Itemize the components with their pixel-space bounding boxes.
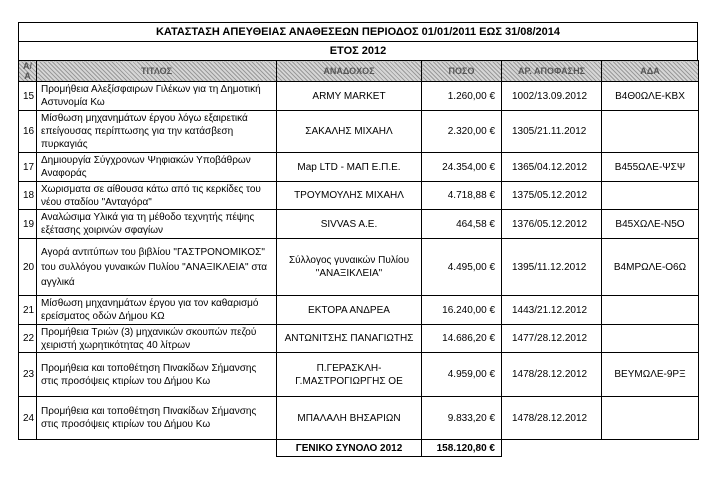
row-number: 23 bbox=[19, 353, 37, 397]
header-amount: ΠΟΣΟ bbox=[422, 61, 502, 82]
row-ada: Β455ΩΛΕ-ΨΣΨ bbox=[602, 153, 699, 182]
row-ada bbox=[602, 296, 699, 325]
row-ada bbox=[602, 325, 699, 353]
year-label: ΕΤΟΣ 2012 bbox=[18, 41, 698, 61]
row-ada bbox=[602, 111, 699, 153]
table-row bbox=[19, 325, 699, 353]
row-decision: 1375/05.12.2012 bbox=[502, 182, 602, 210]
table-row bbox=[19, 239, 699, 296]
report-title: ΚΑΤΑΣΤΑΣΗ ΑΠΕΥΘΕΙΑΣ ΑΝΑΘΕΣΕΩΝ ΠΕΡΙΟΔΟΣ 01/01/2011 ΕΩΣ 31/08/2014 bbox=[18, 22, 698, 42]
row-ada: Β4Θ0ΩΛΕ-ΚΒΧ bbox=[602, 82, 699, 111]
row-title: Δημιουργία Σύγχρονων Ψηφιακών Υποβάθρων Αναφοράς bbox=[37, 153, 277, 182]
row-number: 21 bbox=[19, 296, 37, 325]
row-decision: 1305/21.11.2012 bbox=[502, 111, 602, 153]
row-amount: 4.495,00 € bbox=[422, 239, 502, 296]
row-contractor: SIVVAS A.E. bbox=[277, 210, 422, 239]
row-number: 24 bbox=[19, 397, 37, 440]
header-ada: ΑΔΑ bbox=[602, 61, 699, 82]
row-contractor: ΑΝΤΩΝΙΤΣΗΣ ΠΑΝΑΓΙΩΤΗΣ bbox=[277, 325, 422, 353]
table-row bbox=[19, 182, 699, 210]
row-decision: 1002/13.09.2012 bbox=[502, 82, 602, 111]
row-decision: 1365/04.12.2012 bbox=[502, 153, 602, 182]
table-row bbox=[19, 153, 699, 182]
row-contractor: ΤΡΟΥΜΟΥΛΗΣ ΜΙΧΑΗΛ bbox=[277, 182, 422, 210]
row-decision: 1376/05.12.2012 bbox=[502, 210, 602, 239]
table-row bbox=[19, 111, 699, 153]
row-number: 18 bbox=[19, 182, 37, 210]
row-title: Αναλώσιμα Υλικά για τη μέθοδο τεχνητής πέψης εξέτασης χοιρινών σφαγίων bbox=[37, 210, 277, 239]
row-decision: 1477/28.12.2012 bbox=[502, 325, 602, 353]
row-contractor: ΕΚΤΟΡΑ ΑΝΔΡΕΑ bbox=[277, 296, 422, 325]
total-spacer bbox=[19, 440, 37, 457]
header-contractor: ΑΝΑΔΟΧΟΣ bbox=[277, 61, 422, 82]
table-header-row bbox=[19, 61, 699, 82]
row-title: Μίσθωση μηχανημάτων έργου για τον καθαρισμό ερείσματος οδών Δήμου ΚΩ bbox=[37, 296, 277, 325]
row-amount: 24.354,00 € bbox=[422, 153, 502, 182]
row-decision: 1478/28.12.2012 bbox=[502, 353, 602, 397]
row-title: Αγορά αντιτύπων του βιβλίου "ΓΑΣΤΡΟΝΟΜΙΚΟΣ" του συλλόγου γυναικών Πυλίου "ΑΝΑΞΙΚΛΕΙΑ" στα αγγλικά bbox=[37, 239, 277, 296]
table-row bbox=[19, 82, 699, 111]
row-title: Μίσθωση μηχανημάτων έργου λόγω εξαιρετικά επείγουσας περίπτωσης για την κατάσβεση πυρκαγιάς bbox=[37, 111, 277, 153]
table-row bbox=[19, 397, 699, 440]
row-amount: 14.686,20 € bbox=[422, 325, 502, 353]
total-row bbox=[19, 440, 699, 457]
row-contractor: Π.ΓΕΡΑΣΚΛΗ-Γ.ΜΑΣΤΡΟΓΙΩΡΓΗΣ ΟΕ bbox=[277, 353, 422, 397]
row-amount: 1.260,00 € bbox=[422, 82, 502, 111]
total-amount: 158.120,80 € bbox=[422, 440, 502, 457]
row-number: 15 bbox=[19, 82, 37, 111]
row-ada bbox=[602, 397, 699, 440]
row-amount: 464,58 € bbox=[422, 210, 502, 239]
row-ada: Β4ΜΡΩΛΕ-Ο6Ω bbox=[602, 239, 699, 296]
row-ada bbox=[602, 182, 699, 210]
row-ada: ΒΕΥΜΩΛΕ-9ΡΞ bbox=[602, 353, 699, 397]
row-number: 19 bbox=[19, 210, 37, 239]
total-spacer bbox=[602, 440, 699, 457]
row-amount: 16.240,00 € bbox=[422, 296, 502, 325]
row-contractor: ΣΑΚΑΛΗΣ ΜΙΧΑΗΛ bbox=[277, 111, 422, 153]
row-amount: 4.959,00 € bbox=[422, 353, 502, 397]
total-spacer bbox=[502, 440, 602, 457]
row-number: 20 bbox=[19, 239, 37, 296]
table-row bbox=[19, 353, 699, 397]
row-title: Προμήθεια Αλεξίσφαιρων Γιλέκων για τη Δημοτική Αστυνομία Κω bbox=[37, 82, 277, 111]
row-decision: 1443/21.12.2012 bbox=[502, 296, 602, 325]
row-title: Προμήθεια και τοποθέτηση Πινακίδων Σήμανσης στις προσόψεις κτιρίων του Δήμου Κω bbox=[37, 397, 277, 440]
table-row bbox=[19, 210, 699, 239]
row-amount: 2.320,00 € bbox=[422, 111, 502, 153]
total-label: ΓΕΝΙΚΟ ΣΥΝΟΛΟ 2012 bbox=[277, 440, 422, 457]
total-spacer bbox=[37, 440, 277, 457]
row-amount: 9.833,20 € bbox=[422, 397, 502, 440]
row-amount: 4.718,88 € bbox=[422, 182, 502, 210]
awards-table bbox=[18, 60, 699, 457]
row-title: Προμήθεια Τριών (3) μηχανικών σκουπών πεζού χειριστή χωρητικότητας 40 λίτρων bbox=[37, 325, 277, 353]
row-contractor: Map LTD - ΜΑΠ Ε.Π.Ε. bbox=[277, 153, 422, 182]
row-number: 16 bbox=[19, 111, 37, 153]
row-number: 17 bbox=[19, 153, 37, 182]
row-title: Προμήθεια και τοποθέτηση Πινακίδων Σήμανσης στις προσόψεις κτιρίων του Δήμου Κω bbox=[37, 353, 277, 397]
row-contractor: ARMY MARKET bbox=[277, 82, 422, 111]
table-row bbox=[19, 296, 699, 325]
header-title: ΤΙΤΛΟΣ bbox=[37, 61, 277, 82]
header-decision: ΑΡ. ΑΠΟΦΑΣΗΣ bbox=[502, 61, 602, 82]
header-number: Α/Α bbox=[19, 61, 37, 82]
row-contractor: ΜΠΑΛΑΛΗ ΒΗΣΑΡΙΩΝ bbox=[277, 397, 422, 440]
row-title: Χωρισματα σε αίθουσα κάτω από τις κερκίδες του νέου σταδίου "Ανταγόρα" bbox=[37, 182, 277, 210]
row-contractor: Σύλλογος γυναικών Πυλίου "ΑΝΑΞΙΚΛΕΙΑ" bbox=[277, 239, 422, 296]
row-ada: Β45ΧΩΛΕ-Ν5Ο bbox=[602, 210, 699, 239]
row-decision: 1478/28.12.2012 bbox=[502, 397, 602, 440]
row-decision: 1395/11.12.2012 bbox=[502, 239, 602, 296]
row-number: 22 bbox=[19, 325, 37, 353]
